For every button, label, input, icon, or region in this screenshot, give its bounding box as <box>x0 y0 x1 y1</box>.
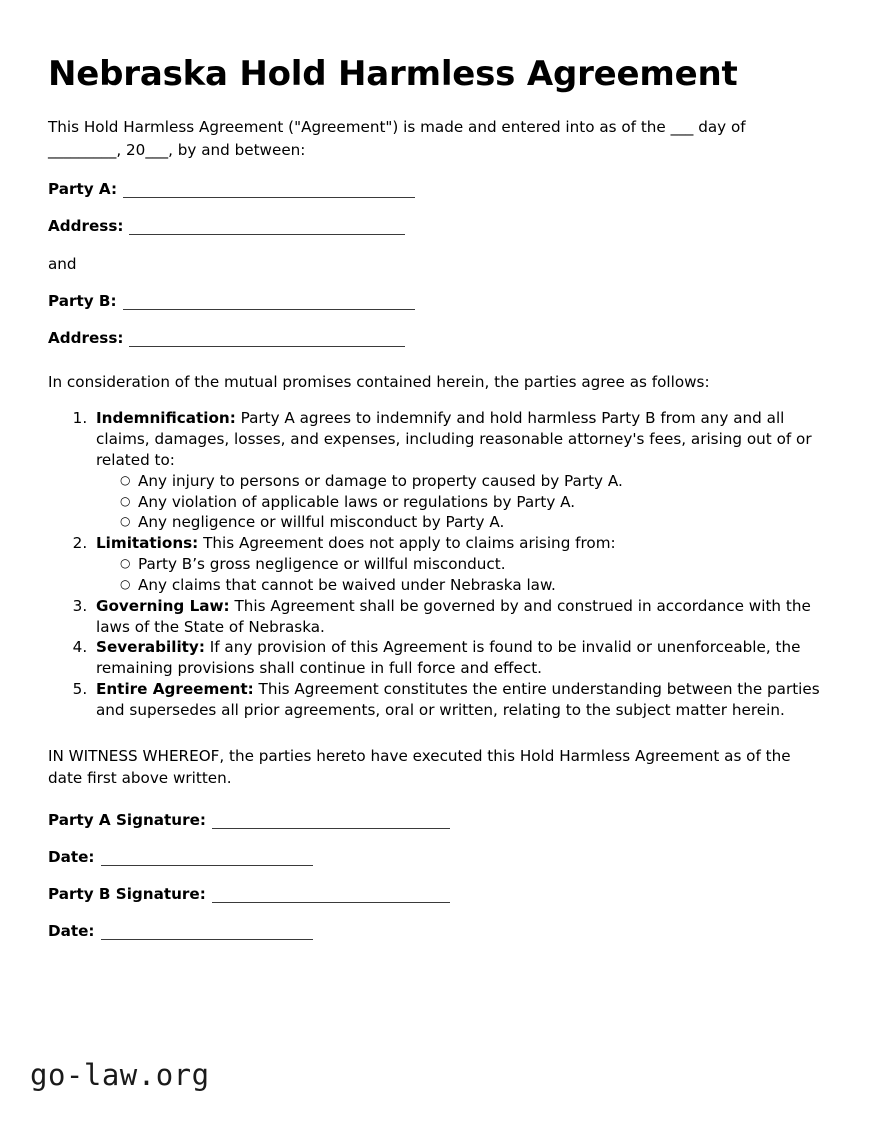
clause-subitem-list <box>96 554 821 596</box>
clause-subitem <box>118 512 821 533</box>
clause-text: This Agreement shall be governed by and construed in accordance with the laws of the State of Nebraska. <box>96 596 811 636</box>
party-a-label: Party A: <box>48 180 118 199</box>
clause-subitem-text: Any claims that cannot be waived under Nebraska law. <box>138 575 556 594</box>
clause-term: Limitations: <box>96 534 199 553</box>
clause-subitem-text: Any negligence or willful misconduct by Party A. <box>138 513 505 532</box>
party-a-address-label: Address: <box>48 217 124 236</box>
clause-item <box>92 679 821 721</box>
clause-list <box>48 408 821 720</box>
party-a-date-blank[interactable] <box>101 865 313 866</box>
party-b-field <box>48 292 821 310</box>
clause-text: This Agreement does not apply to claims arising from: <box>198 534 616 553</box>
party-a-signature-blank[interactable] <box>212 828 450 829</box>
party-b-address-field <box>48 329 821 347</box>
clause-subitem-text: Any injury to persons or damage to property caused by Party A. <box>138 471 623 490</box>
party-a-input-blank[interactable] <box>123 197 415 198</box>
party-b-signature-blank[interactable] <box>212 902 450 903</box>
clause-subitem <box>118 471 821 492</box>
party-b-date-field <box>48 922 821 940</box>
footer-watermark: go-law.org <box>30 1058 210 1092</box>
clause-text: This Agreement constitutes the entire understanding between the parties and supersedes all prior agreements, oral or written, relating to the subject matter herein. <box>96 680 820 719</box>
party-a-date-label: Date: <box>48 847 95 866</box>
clause-item <box>92 596 821 638</box>
and-connector: and <box>48 255 77 274</box>
party-a-field <box>48 180 821 198</box>
party-a-signature-field <box>48 811 821 829</box>
clause-term: Entire Agreement: <box>96 680 254 699</box>
page-title: Nebraska Hold Harmless Agreement <box>48 54 738 94</box>
party-a-address-input-blank[interactable] <box>129 234 405 235</box>
clause-subitem <box>118 575 821 596</box>
clause-term: Indemnification: <box>96 409 236 428</box>
party-b-signature-field <box>48 885 821 903</box>
bullet-circle-icon: ○ <box>120 576 131 591</box>
clause-subitem-text: Any violation of applicable laws or regulations by Party A. <box>138 492 576 511</box>
consideration-paragraph: In consideration of the mutual promises contained herein, the parties agree as follows: <box>48 373 710 392</box>
party-b-date-blank[interactable] <box>101 939 313 940</box>
clause-text: If any provision of this Agreement is found to be invalid or unenforceable, the remaining provisions shall continue in full force and effect. <box>96 638 801 678</box>
bullet-circle-icon: ○ <box>120 514 131 529</box>
party-b-date-label: Date: <box>48 921 95 940</box>
clause-subitem <box>118 554 821 575</box>
clause-item <box>92 408 821 533</box>
party-a-date-field <box>48 848 821 866</box>
bullet-circle-icon: ○ <box>120 472 131 487</box>
bullet-circle-icon: ○ <box>120 556 131 571</box>
party-b-label: Party B: <box>48 292 117 311</box>
party-a-signature-label: Party A Signature: <box>48 810 206 829</box>
clause-subitem-list <box>96 471 821 533</box>
party-b-address-label: Address: <box>48 329 124 348</box>
party-b-input-blank[interactable] <box>123 309 415 310</box>
witness-clause: IN WITNESS WHEREOF, the parties hereto have executed this Hold Harmless Agreement as of the date first above written. <box>48 746 791 787</box>
clause-item <box>92 533 821 595</box>
party-b-address-input-blank[interactable] <box>129 346 405 347</box>
clause-subitem-text: Party B’s gross negligence or willful misconduct. <box>138 555 506 574</box>
clause-term: Severability: <box>96 638 205 657</box>
bullet-circle-icon: ○ <box>120 493 131 508</box>
clause-text: Party A agrees to indemnify and hold harmless Party B from any and all claims, damages, losses, and expenses, including reasonable attorney's fees, arising out of or related to: <box>96 409 812 469</box>
signature-block <box>48 811 821 940</box>
party-a-address-field <box>48 217 821 235</box>
intro-paragraph: This Hold Harmless Agreement ("Agreement") is made and entered into as of the ___ day of _________, 20___, by and between: <box>48 118 746 159</box>
clause-item <box>92 637 821 679</box>
clause-subitem <box>118 492 821 513</box>
clause-term: Governing Law: <box>96 596 230 615</box>
party-b-signature-label: Party B Signature: <box>48 884 206 903</box>
